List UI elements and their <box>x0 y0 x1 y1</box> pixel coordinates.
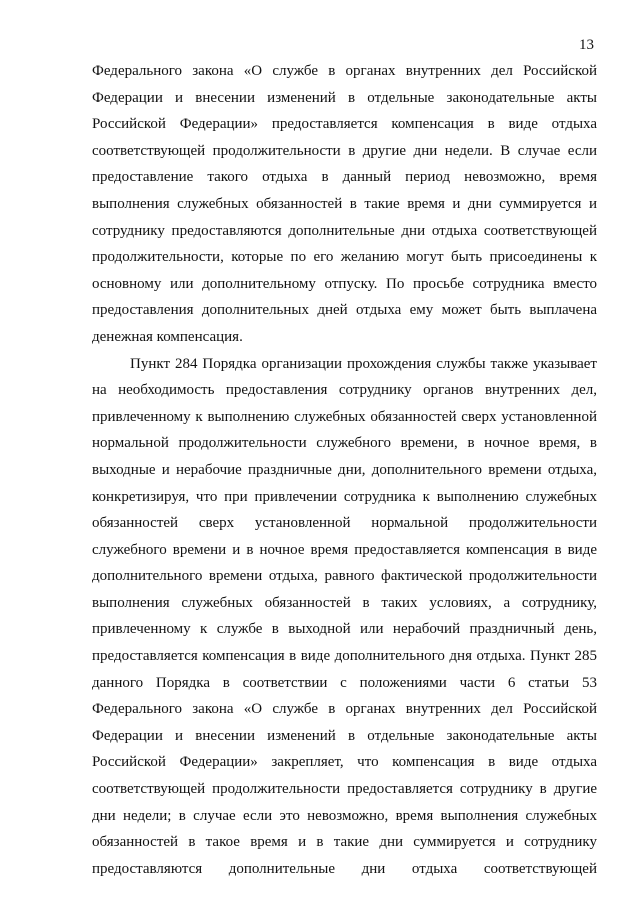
text-line: Федерации и внесении изменений в отдельные законодательные акты <box>92 727 597 744</box>
body-text <box>92 58 597 882</box>
text-line: служебного времени и в ночное время предоставляется компенсация в виде <box>92 541 597 558</box>
text-line: предоставляются дополнительные дни отдыха соответствующей <box>92 860 597 877</box>
text-line: на необходимость предоставления сотруднику органов внутренних дел, <box>92 382 597 399</box>
text-line: Российской Федерации» закрепляет, что компенсация в виде отдыха <box>92 754 597 771</box>
text-line: дополнительного времени отдыха, равного фактической продолжительности <box>92 568 597 585</box>
text-line: Федерального закона «О службе в органах внутренних дел Российской <box>92 701 597 718</box>
text-line: соответствующей продолжительности предоставляется сотруднику в другие <box>92 781 597 798</box>
text-line: Федерального закона «О службе в органах внутренних дел Российской <box>92 63 597 79</box>
text-line: дни недели; в случае если это невозможно, время выполнения служебных <box>92 807 597 824</box>
text-line: соответствующей продолжительности в другие дни недели. В случае если <box>92 142 597 159</box>
text-line: выполнения служебных обязанностей в такие время и дни суммируется и <box>92 195 597 212</box>
text-line: денежная компенсация. <box>92 328 243 345</box>
text-line: нормальной продолжительности служебного времени, в ночное время, в <box>92 435 597 452</box>
text-line: предоставляется компенсация в виде дополнительного дня отдыха. Пункт 285 <box>92 648 597 665</box>
text-line: привлеченному к службе в выходной или нерабочий праздничный день, <box>92 621 597 638</box>
text-line: продолжительности, которые по его желанию могут быть присоединены к <box>92 249 597 266</box>
text-line: предоставления дополнительных дней отдыха ему может быть выплачена <box>92 302 597 319</box>
text-line: сотруднику предоставляются дополнительные дни отдыха соответствующей <box>92 222 597 239</box>
text-line: обязанностей в такое время и в такие дни суммируется и сотруднику <box>92 834 597 851</box>
text-line: основному или дополнительному отпуску. По просьбе сотрудника вместо <box>92 275 597 292</box>
text-line: Пункт 284 Порядка организации прохождения службы также указывает <box>130 355 597 372</box>
text-line: конкретизируя, что при привлечении сотрудника к выполнению служебных <box>92 488 597 505</box>
page-number: 13 <box>579 37 594 53</box>
text-line: выполнения служебных обязанностей в таких условиях, а сотруднику, <box>92 594 597 611</box>
text-line: предоставление такого отдыха в данный период невозможно, время <box>92 169 597 186</box>
text-line: Российской Федерации» предоставляется компенсация в виде отдыха <box>92 116 597 133</box>
text-line: привлеченному к выполнению служебных обязанностей сверх установленной <box>92 408 597 425</box>
text-line: выходные и нерабочие праздничные дни, дополнительного времени отдыха, <box>92 461 597 478</box>
text-line: данного Порядка в соответствии с положениями части 6 статьи 53 <box>92 674 597 691</box>
text-line: обязанностей сверх установленной нормальной продолжительности <box>92 515 597 532</box>
text-line: Федерации и внесении изменений в отдельные законодательные акты <box>92 89 597 106</box>
